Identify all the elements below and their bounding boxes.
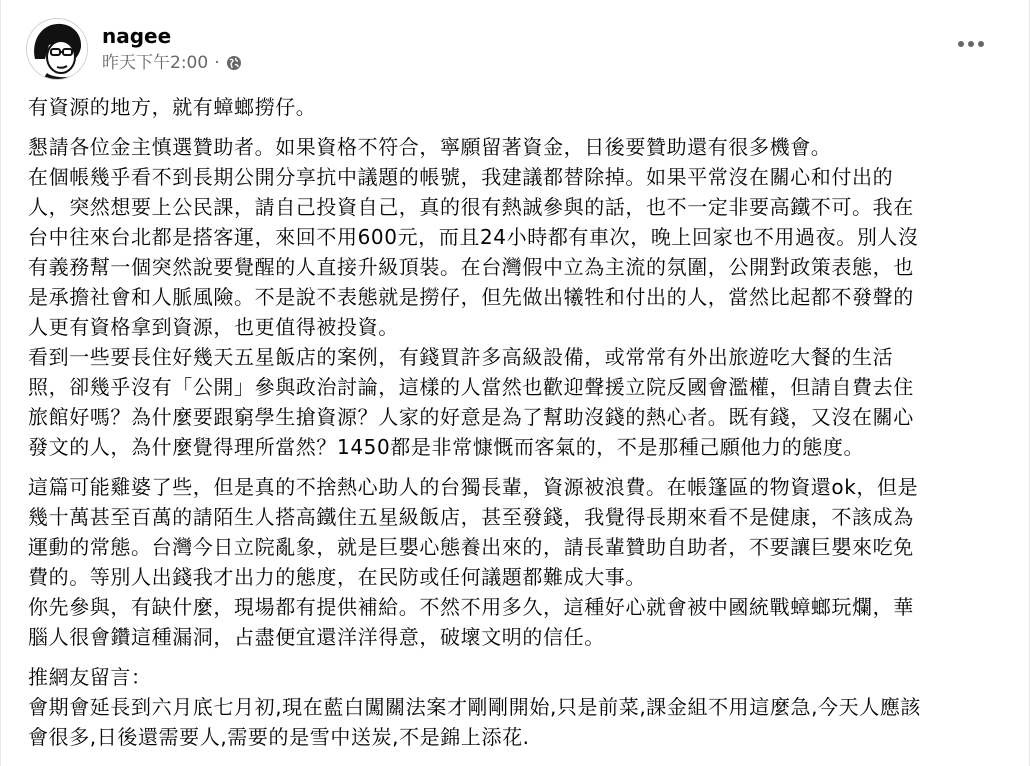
post-header: [26, 18, 242, 80]
post-text-line: 會很多,日後還需要人,需要的是雪中送炭,不是錦上添花.: [28, 725, 530, 749]
post-body: [28, 92, 1013, 762]
post-timestamp[interactable]: 昨天下午2:00: [102, 53, 209, 73]
post-paragraph: [28, 92, 1013, 122]
post-paragraph: [28, 472, 1013, 652]
post-text-line: 旅館好嗎？為什麼要跟窮學生搶資源？人家的好意是為了幫助沒錢的熱心者。既有錢，又沒在關心: [28, 405, 914, 429]
post-text-line: 運動的常態。台灣今日立院亂象，就是巨嬰心態養出來的，請長輩贊助自助者，不要讓巨嬰來吃免: [28, 535, 914, 559]
post-text-line: 幾十萬甚至百萬的請陌生人搭高鐵住五星級飯店，甚至發錢，我覺得長期來看不是健康，不該成為: [28, 505, 914, 529]
post-text-line: 人，突然想要上公民課，請自己投資自己，真的很有熱誠參與的話，也不一定非要高鐵不可。我在: [28, 195, 914, 219]
avatar-illustration: [27, 19, 87, 79]
post-text-line: 腦人很會鑽這種漏洞，占盡便宜還洋洋得意，破壞文明的信任。: [28, 625, 605, 649]
more-options-button[interactable]: [953, 32, 989, 56]
post-text-line: 這篇可能雞婆了些，但是真的不捨熱心助人的台獨長輩，資源被浪費。在帳篷區的物資還ok，但是: [28, 475, 919, 499]
post-text-line: 懇請各位金主慎選贊助者。如果資格不符合，寧願留著資金，日後要贊助還有很多機會。: [28, 135, 832, 159]
post-text-line: 台中往來台北都是搭客運，來回不用600元，而且24小時都有車次，晚上回家也不用過夜。別人沒: [28, 225, 919, 249]
post-text-line: 推網友留言：: [28, 665, 152, 689]
post-subline: [102, 52, 242, 74]
post-text-line: 你先參與，有缺什麼，現場都有提供補給。不然不用多久，這種好心就會被中國統戰蟑螂玩爛，華: [28, 595, 914, 619]
author-name[interactable]: nagee: [102, 24, 172, 48]
post-paragraph: [28, 132, 1013, 462]
post-text-line: 在個帳幾乎看不到長期公開分享抗中議題的帳號，我建議都替除掉。如果平常沒在關心和付出的: [28, 165, 894, 189]
post-text-line: 人更有資格拿到資源，也更值得被投資。: [28, 315, 399, 339]
post-text-line: 看到一些要長住好幾天五星飯店的案例，有錢買許多高級設備，或常常有外出旅遊吃大餐的生活: [28, 345, 894, 369]
more-horizontal-icon: [957, 40, 985, 48]
post-text-line: 有義務幫一個突然說要覺醒的人直接升級頂裝。在台灣假中立為主流的氛圍，公開對政策表態，也: [28, 255, 914, 279]
post-text-line: 照，卻幾乎沒有「公開」參與政治討論，這樣的人當然也歡迎聲援立院反國會濫權，但請自費去住: [28, 375, 914, 399]
post-text-line: 是承擔社會和人脈風險。不是說不表態就是撈仔，但先做出犧牲和付出的人，當然比起都不發聲的: [28, 285, 914, 309]
post-text-line: 發文的人，為什麼覺得理所當然？1450都是非常慷慨而客氣的，不是那種己願他力的態度。: [28, 435, 865, 459]
post-paragraph: [28, 662, 1013, 752]
post-text-line: 有資源的地方，就有蟑螂撈仔。: [28, 95, 317, 119]
globe-icon[interactable]: [226, 55, 242, 71]
post-meta: [102, 24, 242, 74]
post-text-line: 會期會延長到六月底七月初,現在藍白闖關法案才剛剛開始,只是前菜,課金組不用這麼急,今天人應該: [28, 695, 922, 719]
avatar[interactable]: [26, 18, 88, 80]
separator-dot: ·: [214, 53, 220, 73]
post-text-line: 費的。等別人出錢我才出力的態度，在民防或任何議題都難成大事。: [28, 565, 646, 589]
